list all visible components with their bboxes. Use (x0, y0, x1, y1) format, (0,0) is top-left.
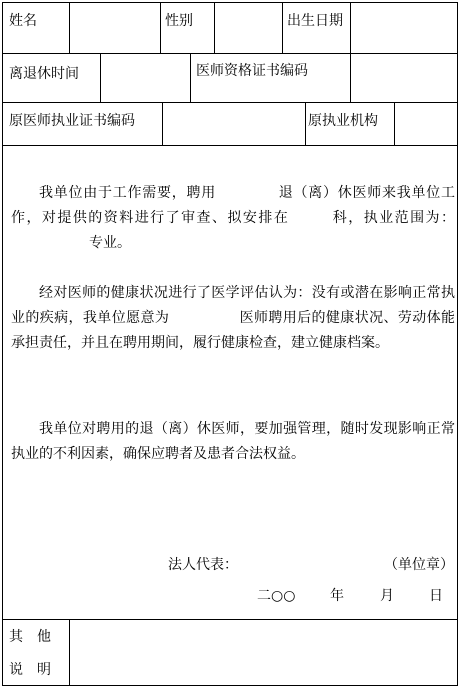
other-notes-label-line1: 其 他 (9, 629, 51, 645)
year-prefix: 二○○ (257, 588, 296, 604)
col-divider (160, 3, 161, 53)
qualification-cert-label: 医师资格证书编码 (196, 63, 308, 79)
col-divider (69, 3, 70, 53)
row-divider-3 (3, 145, 457, 146)
text-segment: 医师聘用后的健康状况、劳动体能承担责任，并且在聘用期间，履行健康检查，建立健康档案。 (11, 310, 456, 351)
birth-date-label: 出生日期 (287, 13, 343, 29)
gender-label: 性别 (165, 13, 193, 29)
col-divider (162, 102, 163, 145)
health-assessment-paragraph (11, 281, 455, 356)
col-divider (350, 53, 351, 102)
doctor-employment-form (2, 2, 458, 686)
text-segment: 我单位由于工作需要，聘用 (39, 185, 216, 201)
name-label: 姓名 (9, 13, 37, 29)
unit-seal-label: （单位章） (384, 557, 454, 573)
row-divider-1 (3, 53, 457, 54)
col-divider (190, 53, 191, 102)
col-divider (350, 3, 351, 53)
year-label: 年 (330, 588, 344, 604)
management-paragraph: 我单位对聘用的退（离）休医师，要加强管理，随时发现影响正常执业的不利因素，确保应聘者及患者合法权益。 (11, 421, 455, 462)
col-divider (305, 102, 306, 145)
employment-paragraph (11, 181, 455, 256)
license-cert-label: 原医师执业证书编码 (9, 113, 135, 129)
day-label: 日 (429, 588, 443, 604)
row-divider-4 (3, 619, 457, 620)
row-divider-2 (3, 102, 457, 103)
month-label: 月 (380, 588, 394, 604)
text-segment: 科，执业范围为： (331, 210, 456, 226)
legal-representative-label: 法人代表： (168, 557, 238, 573)
col-divider (282, 3, 283, 53)
text-segment: 专业。 (89, 235, 131, 251)
text-segment: 退（离）休医师来我单位工作，对提供的资料进行了审查、拟安排在 (11, 185, 455, 226)
col-divider (394, 102, 395, 145)
text-segment: 经对医师的健康状况进行了医学评估认为：没有或潜在影响正常执业的疾病，我单位愿意为 (11, 285, 455, 326)
col-divider (100, 53, 101, 102)
retirement-time-label: 离退休时间 (9, 66, 79, 82)
col-divider (69, 619, 70, 685)
col-divider (214, 3, 215, 53)
former-institution-label: 原执业机构 (308, 113, 378, 129)
other-notes-label-line2: 说 明 (9, 662, 51, 678)
